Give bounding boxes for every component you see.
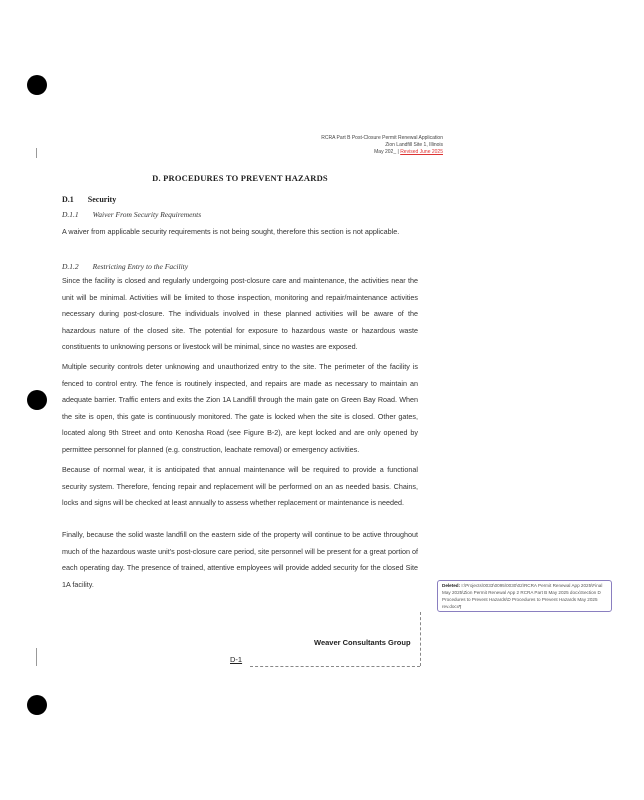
comment-connector bbox=[250, 666, 420, 667]
comment-connector bbox=[420, 612, 421, 666]
header-line: RCRA Part B Post-Closure Permit Renewal Application bbox=[321, 135, 443, 141]
subsection-heading: D.1.2 Restricting Entry to the Facility bbox=[62, 262, 189, 271]
paragraph: Finally, because the solid waste landfill on the eastern side of the property will continue to be active throughout much of the hazardous waste unit's post-closure care period, site personnel will be present for a great portion of each operating day. The presence of trained, attentive employees will provide added security for the closed Site 1A facility. bbox=[62, 530, 418, 589]
binder-hole bbox=[27, 695, 47, 715]
subsection-heading: D.1.1 Waiver From Security Requirements bbox=[62, 210, 202, 219]
margin-mark bbox=[36, 148, 37, 158]
section-heading: D.1 Security bbox=[62, 195, 117, 204]
paragraph: A waiver from applicable security requirements is not being sought, therefore this section is not applicable. bbox=[62, 227, 400, 236]
footer-company: Weaver Consultants Group bbox=[314, 638, 411, 647]
header-line: May 202_ | Revised June 2025 bbox=[374, 149, 443, 155]
comment-label: Deleted: bbox=[442, 583, 461, 588]
comment-text: I:\Projects\0033\0095\0030\02\RCRA Permit Renewal App 2025\Final May 2025\Zion Permit Renewal App 2 RCRA Part B May 2025 docx\Section D Procedures to Prevent Hazards\D Procedures to Prevent Hazards May 2025 rev.docx¶ bbox=[442, 583, 603, 609]
paragraph: Multiple security controls deter unknowing and unauthorized entry to the site. The perimeter of the facility is fenced to control entry. The fence is routinely inspected, and repairs are made as necessary to maintain an adequate barrier. Traffic enters and exits the Zion 1A Landfill through the main gate on Green Bay Road. When the site is open, this gate is continuously monitored. The gate is locked when the site is closed. Other gates, located along 9th Street and onto Kenosha Road (see Figure B-2), are kept locked and are only opened by permittee personnel for planned (e.g. construction, leachate removal) or emergency activities. bbox=[62, 362, 418, 454]
binder-hole bbox=[27, 390, 47, 410]
page-number: D-1 bbox=[230, 655, 243, 664]
margin-mark bbox=[36, 648, 37, 666]
page-header bbox=[321, 135, 443, 156]
paragraph: Since the facility is closed and regularly undergoing post-closure care and maintenance, the activities near the unit will be minimal. Activities will be limited to those inspection, monitoring and repair/maintenance activities necessary during post-closure. The individuals involved in these planned activities will be aware of the hazardous nature of the closed site. The potential for exposure to hazardous waste or hazardous waste constituents to unknowing persons or livestock will be minimal, since no wastes are exposed. bbox=[62, 276, 418, 351]
header-line: Zion Landfill Site 1, Illinois bbox=[385, 142, 443, 148]
deletion-comment-balloon[interactable] bbox=[437, 580, 612, 612]
paragraph: Because of normal wear, it is anticipated that annual maintenance will be required to provide a functional security system. Therefore, fencing repair and replacement will be performed on an as needed basis. Chains, locks and signs will be checked at least annually to assess whether replacement or maintenance is needed. bbox=[62, 465, 418, 507]
page-title: D. PROCEDURES TO PREVENT HAZARDS bbox=[152, 173, 328, 183]
binder-hole bbox=[27, 75, 47, 95]
revision-mark: Revised June 2025 bbox=[400, 149, 443, 155]
